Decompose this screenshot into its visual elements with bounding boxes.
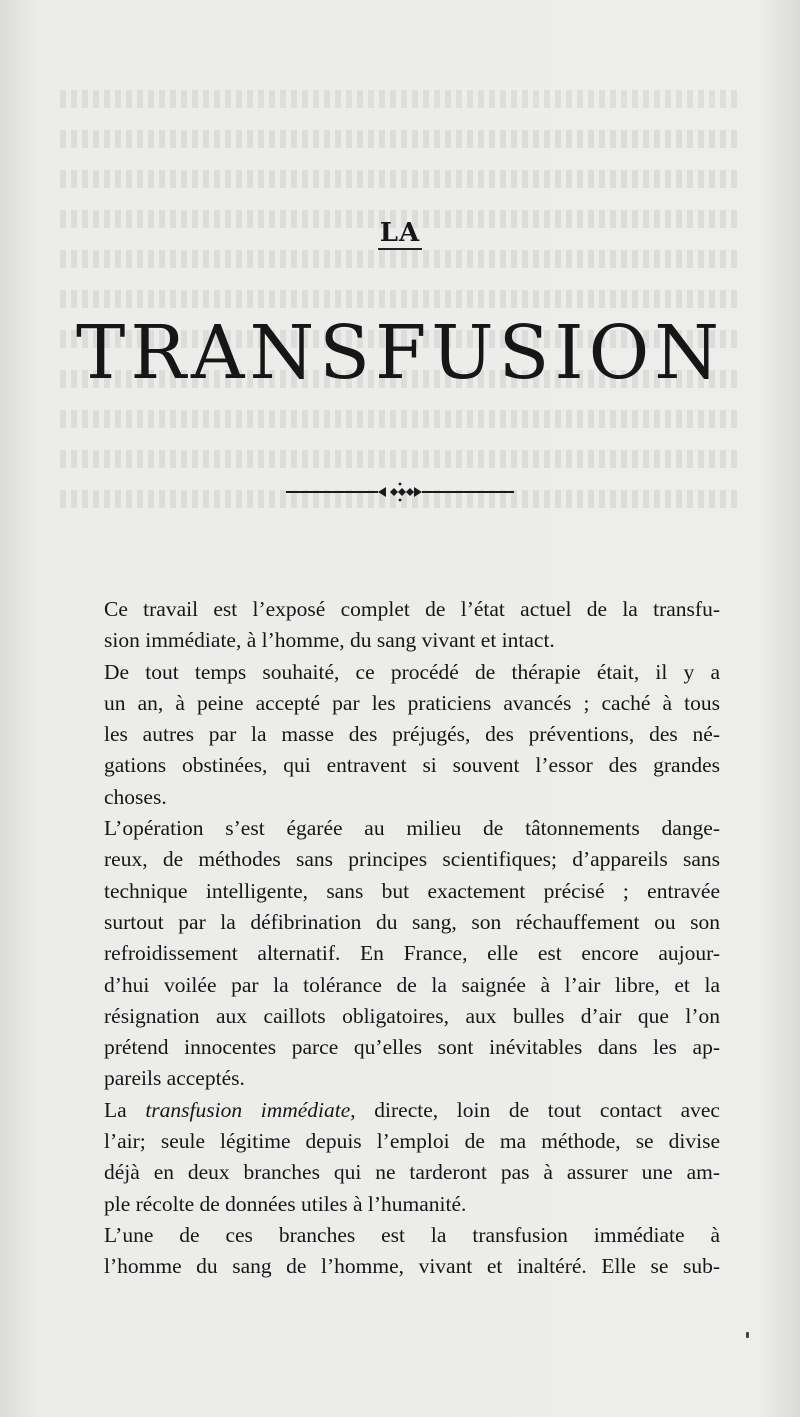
text-line: De tout temps souhaité, ce procédé de thérapie était, il y a [104,659,720,684]
text-line: technique intelligente, sans but exactement précisé ; entravée [104,878,720,903]
emphasis-text: transfusion immédiate [145,1097,351,1122]
text-line: ple récolte de données utiles à l’humanité. [104,1191,467,1216]
text-line: l’homme du sang de l’homme, vivant et inaltéré. Elle se sub- [104,1254,720,1279]
paragraph-2 [90,657,720,813]
ink-speck [746,1332,749,1338]
page-title: TRANSFUSION [75,310,724,396]
paragraph-4 [90,1095,720,1220]
text-line: refroidissement alternatif. En France, elle est encore aujour- [104,941,720,966]
text-line: surtout par la défibrination du sang, son réchauffement ou son [104,909,720,934]
paragraph-1 [90,594,720,657]
text-line: d’hui voilée par la tolérance de la saignée à l’air libre, et la [104,972,720,997]
text-line: gations obstinées, qui entravent si souvent l’essor des grandes [104,753,720,778]
text-line: L’une de ces branches est la transfusion immédiate à [104,1222,720,1247]
text-line: La transfusion immédiate, directe, loin de tout contact avec [104,1097,720,1122]
paragraph-3 [90,813,720,1095]
text-line: un an, à peine accepté par les praticiens avancés ; caché à tous [104,690,720,715]
text-line: déjà en deux branches qui ne tarderont pas à assurer une am- [104,1160,720,1185]
text-line: choses. [104,784,167,809]
text-line: prétend innocentes parce qu’elles sont inévitables dans les ap- [104,1035,720,1060]
title-article [0,218,800,248]
text-line: reux, de méthodes sans principes scientifiques; d’appareils sans [104,847,720,872]
title-article-text: LA [379,218,421,248]
text-line: résignation aux caillots obligatoires, aux bulles d’air que l’on [104,1003,720,1028]
text-line: sion immédiate, à l’homme, du sang vivant et intact. [104,628,555,653]
text-line: Ce travail est l’exposé complet de l’état actuel de la transfu- [104,597,720,621]
text-line: L’opération s’est égarée au milieu de tâtonnements dange- [104,816,720,841]
text-line: les autres par la masse des préjugés, des préventions, des né- [104,722,720,747]
paragraph-5 [90,1220,720,1283]
body-text [90,594,720,1283]
text-line: l’air; seule légitime depuis l’emploi de ma méthode, se divise [104,1129,720,1154]
ornamental-rule [286,478,514,508]
text-line: pareils acceptés. [104,1066,245,1091]
